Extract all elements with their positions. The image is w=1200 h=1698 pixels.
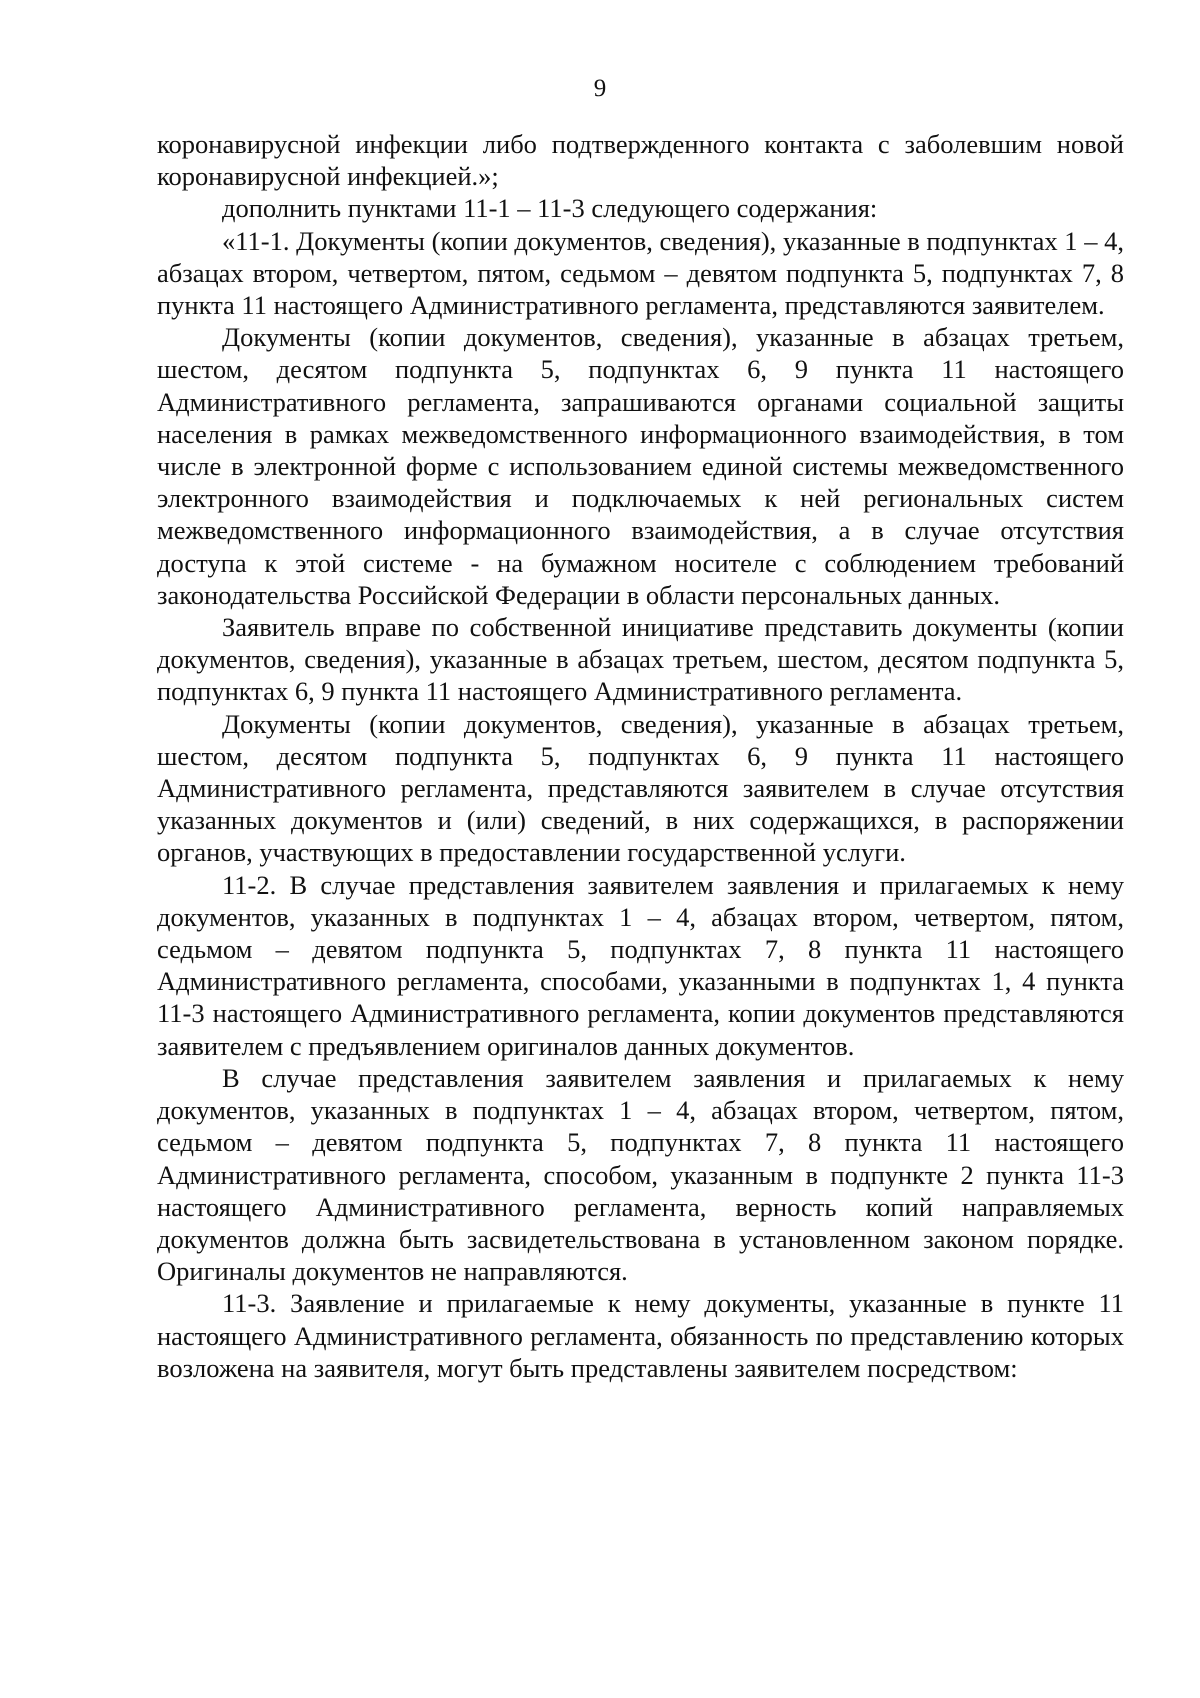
paragraph-11-1: «11-1. Документы (копии документов, сведения), указанные в подпунктах 1 – 4, абзацах втором, четвертом, пятом, седьмом – девятом подпункта 5, подпунктах 7, 8 пункта 11 настоящего Административного регламента, представляются заявителем. <box>157 225 1124 321</box>
paragraph-continuation: коронавирусной инфекции либо подтвержденного контакта с заболевшим новой коронавирусной инфекцией.»; <box>157 129 1124 192</box>
page-number: 9 <box>593 75 607 102</box>
paragraph-certified-copies: В случае представления заявителем заявления и прилагаемых к нему документов, указанных в подпунктах 1 – 4, абзацах втором, четвертом, пятом, седьмом – девятом подпункта 5, подпунктах 7, 8 пункта 11 настоящего Административного регламента, способом, указанным в подпункте 2 пункта 11-3 настоящего Административного регламента, верность копий направляемых документов должна быть засвидетельствована в установленном законом порядке. Оригиналы документов не направляются. <box>157 1062 1124 1287</box>
paragraph-applicant-submission: Документы (копии документов, сведения), указанные в абзацах третьем, шестом, десятом подпункта 5, подпунктах 6, 9 пункта 11 настоящего Административного регламента, представляются заявителем в случае отсутствия указанных документов и (или) сведений, в них содержащихся, в распоряжении органов, участвующих в предоставлении государственной услуги. <box>157 708 1124 868</box>
paragraph-11-3: 11-3. Заявление и прилагаемые к нему документы, указанные в пункте 11 настоящего Административного регламента, обязанность по представлению которых возложена на заявителя, могут быть представлены заявителем посредством: <box>157 1288 1124 1383</box>
paragraph-applicant-initiative: Заявитель вправе по собственной инициативе представить документы (копии документов, сведения), указанные в абзацах третьем, шестом, десятом подпункта 5, подпунктах 6, 9 пункта 11 настоящего Административного регламента. <box>157 612 1124 707</box>
paragraph-interagency-request: Документы (копии документов, сведения), указанные в абзацах третьем, шестом, десятом подпункта 5, подпунктах 6, 9 пункта 11 настоящего Административного регламента, запрашиваются органами социальной защиты населения в рамках межведомственного информационного взаимодействия, в том числе в электронной форме с использованием единой системы межведомственного электронного взаимодействия и подключаемых к ней региональных систем межведомственного информационного взаимодействия, а в случае отсутствия доступа к этой системе - на бумажном носителе с соблюдением требований законодательства Российской Федерации в области персональных данных. <box>157 322 1124 610</box>
document-body <box>157 128 1124 1384</box>
paragraph-amendment-intro: дополнить пунктами 11-1 – 11-3 следующего содержания: <box>222 193 878 224</box>
paragraph-11-2: 11-2. В случае представления заявителем заявления и прилагаемых к нему документов, указанных в подпунктах 1 – 4, абзацах втором, четвертом, пятом, седьмом – девятом подпункта 5, подпунктах 7, 8 пункта 11 настоящего Административного регламента, способами, указанными в подпунктах 1, 4 пункта 11-3 настоящего Административного регламента, копии документов представляются заявителем с предъявлением оригиналов данных документов. <box>157 869 1124 1061</box>
